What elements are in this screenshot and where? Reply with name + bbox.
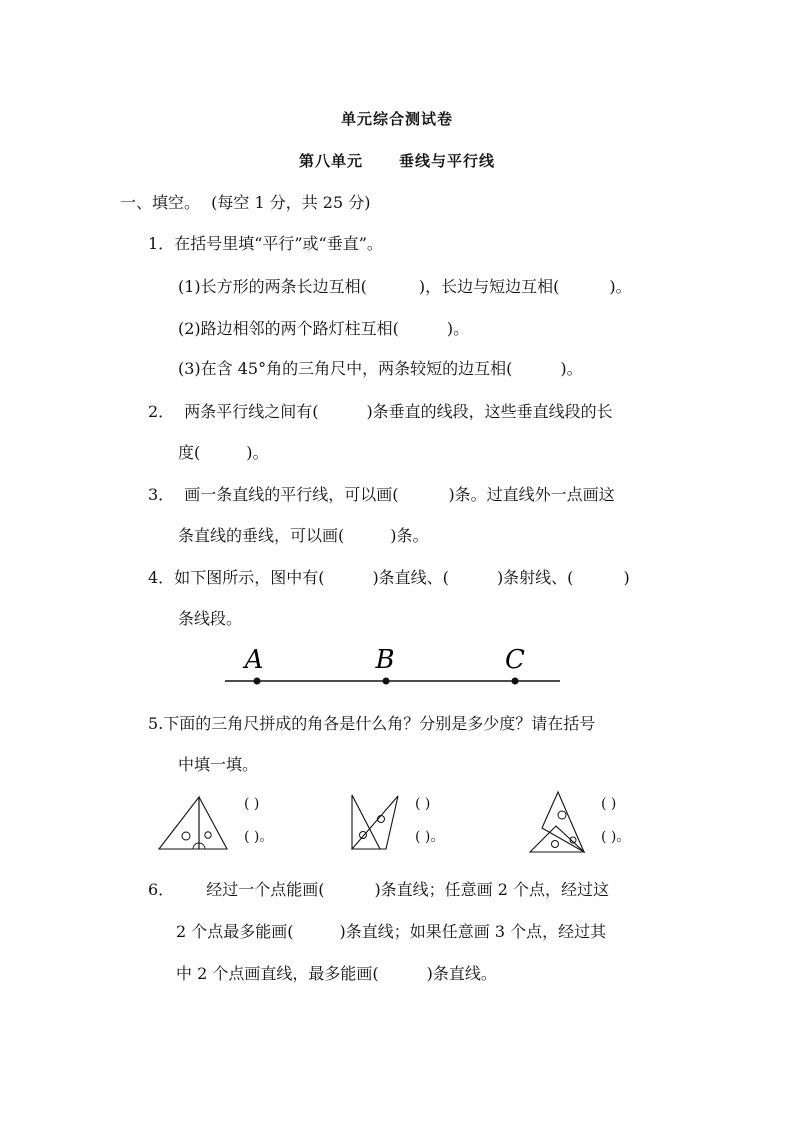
q4-text-d: )	[623, 568, 630, 587]
q3-text-c: 条直线的垂线，可以画(	[178, 526, 345, 545]
q6-text-f: )条直线。	[426, 964, 497, 983]
question-2	[148, 399, 613, 422]
question-6-line-3	[176, 961, 497, 984]
q6-text-e: 中 2 个点画直线，最多能画(	[176, 964, 379, 983]
q1-item-2	[178, 316, 469, 339]
point-b-dot	[383, 678, 390, 685]
page-subtitle	[0, 150, 794, 171]
q3-text-d: )条。	[390, 526, 429, 545]
q4-text-b: )条直线、(	[372, 568, 449, 587]
q1-item-1-text-b: )，长边与短边互相(	[418, 277, 560, 296]
q5-blank-3-top[interactable]: ( )	[601, 796, 617, 812]
q2-text-d: )。	[246, 443, 269, 462]
question-3	[148, 482, 615, 505]
q5-blank-1-top[interactable]: ( )	[244, 796, 260, 812]
question-number: 1．	[148, 234, 175, 253]
triangle-ruler	[199, 797, 227, 849]
triangle-set-1-figure	[155, 792, 235, 852]
q5-blank-1-bottom[interactable]: ( )。	[244, 829, 274, 845]
question-number: 2．	[148, 402, 175, 421]
q1-item-3-text-b: )。	[560, 359, 583, 378]
q4-text-a: 如下图所示，图中有(	[174, 568, 325, 587]
q2-text-b: )条垂直的线段，这些垂直线段的长	[366, 402, 613, 421]
q1-item-2-text-b: )。	[446, 319, 470, 338]
point-b-label: B	[375, 645, 395, 675]
triangle-ruler	[542, 792, 584, 852]
section-scoring: (每空 1 分，共 25 分)	[211, 193, 371, 212]
question-6-line-2	[176, 919, 606, 942]
section-heading	[120, 190, 370, 213]
q1-item-2-text-a: (2)路边相邻的两个路灯柱互相(	[178, 319, 399, 338]
unit-topic: 垂线与平行线	[399, 152, 496, 170]
question-number: 5.	[148, 714, 164, 733]
section-title: 一、填空。	[120, 193, 201, 212]
q6-text-c: 2 个点最多能画(	[176, 922, 294, 941]
q5-blank-3-bottom[interactable]: ( )。	[601, 829, 631, 845]
q5-text-a: 下面的三角尺拼成的角各是什么角？分别是多少度？请在括号	[163, 714, 596, 733]
question-2-line-2	[178, 440, 269, 463]
question-number: 6．	[148, 880, 175, 899]
triangle-ruler	[352, 796, 398, 849]
unit-label: 第八单元	[298, 152, 363, 170]
q5-blank-2-bottom[interactable]: ( )。	[415, 829, 445, 845]
page-title: 单元综合测试卷	[340, 110, 453, 128]
q6-text-a: 经过一个点能画(	[206, 880, 325, 899]
circle-hole-icon	[558, 811, 566, 819]
question-number: 3．	[148, 485, 175, 504]
q1-item-1-text-a: (1)长方形的两条长边互相(	[178, 277, 367, 296]
circle-hole-icon	[182, 832, 190, 840]
triangle-ruler	[159, 797, 199, 849]
q2-text-c: 度(	[178, 443, 201, 462]
q1-item-3	[178, 356, 583, 379]
question-6	[148, 877, 609, 900]
q1-item-1-text-c: )。	[609, 277, 632, 296]
question-4-line-2: 条线段。	[178, 609, 243, 628]
q5-blank-2-top[interactable]: ( )	[415, 796, 431, 812]
question-4	[148, 565, 630, 588]
q4-text-c: )条射线、(	[496, 568, 574, 587]
triangle-set-3-figure	[526, 788, 592, 854]
question-5-line-2: 中填一填。	[178, 755, 259, 774]
question-prompt: 在括号里填“平行”或“垂直”。	[174, 234, 383, 253]
q6-text-d: )条直线；如果任意画 3 个点，经过其	[339, 922, 607, 941]
q1-item-1	[178, 274, 632, 297]
question-3-line-2	[178, 523, 429, 546]
circle-hole-icon	[360, 832, 367, 839]
line-figure	[220, 640, 570, 692]
circle-hole-icon	[205, 832, 211, 838]
q2-text-a: 两条平行线之间有(	[184, 402, 319, 421]
point-c-label: C	[505, 645, 525, 675]
q6-text-b: )条直线；任意画 2 个点，经过这	[374, 880, 610, 899]
q3-text-a: 画一条直线的平行线，可以画(	[184, 485, 399, 504]
question-5	[148, 711, 595, 734]
point-c-dot	[512, 678, 519, 685]
question-number: 4．	[148, 568, 175, 587]
point-a-dot	[254, 678, 261, 685]
q1-item-3-text-a: (3)在含 45°角的三角尺中，两条较短的边互相(	[178, 359, 513, 378]
point-a-label: A	[244, 645, 264, 675]
triangle-set-2-figure	[346, 792, 406, 852]
q3-text-b: )条。过直线外一点画这	[448, 485, 615, 504]
question-1	[148, 231, 383, 254]
circle-hole-icon	[552, 841, 559, 848]
